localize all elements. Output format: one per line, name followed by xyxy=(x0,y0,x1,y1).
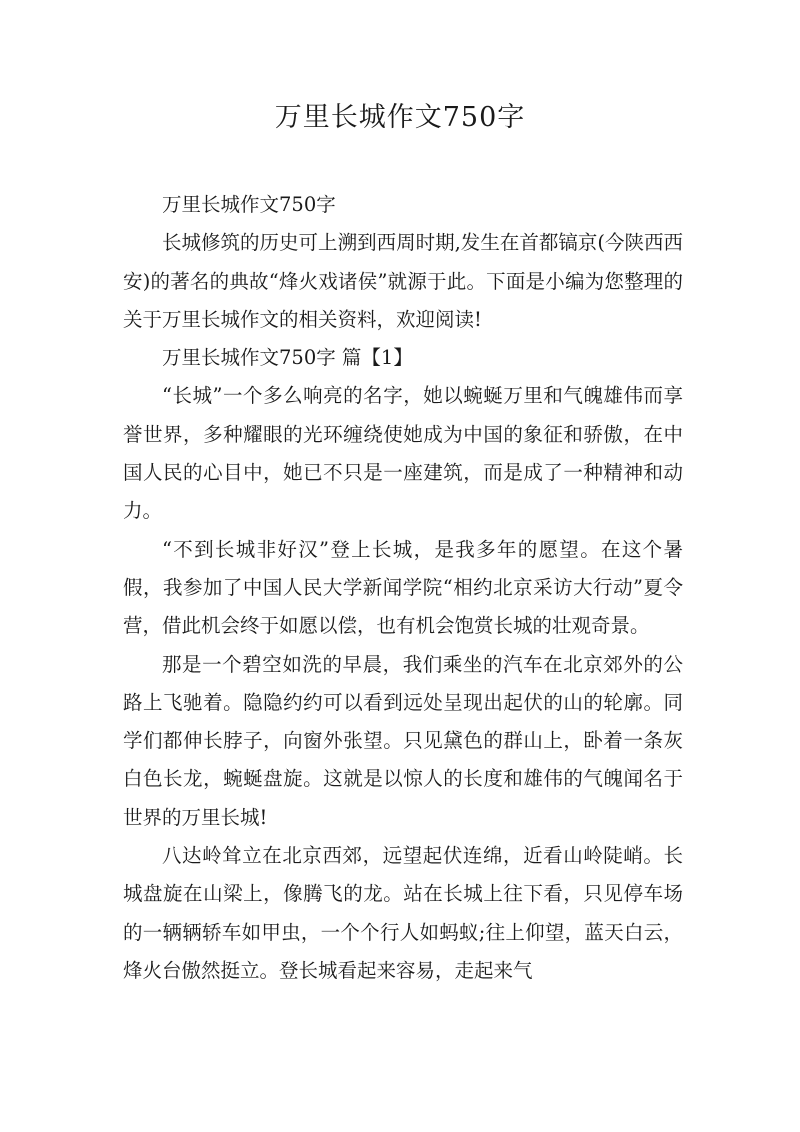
paragraph: “不到长城非好汉”登上长城，是我多年的愿望。在这个暑假，我参加了中国人民大学新闻学院“相约北京采访大行动”夏令营，借此机会终于如愿以偿，也有机会饱赏长城的壮观奇景。 xyxy=(123,537,683,638)
paragraph-intro: 长城修筑的历史可上溯到西周时期,发生在首都镐京(今陕西西安)的著名的典故“烽火戏诸侯”就源于此。下面是小编为您整理的关于万里长城作文的相关资料，欢迎阅读! xyxy=(123,231,683,331)
document-body xyxy=(123,186,683,990)
paragraph: “长城”一个多么响亮的名字，她以蜿蜒万里和气魄雄伟而享誉世界，多种耀眼的光环缠绕使她成为中国的象征和骄傲，在中国人民的心目中，她已不只是一座建筑，而是成了一种精神和动力。 xyxy=(123,384,683,523)
paragraph: 那是一个碧空如洗的早晨，我们乘坐的汽车在北京郊外的公路上飞驰着。隐隐约约可以看到远处呈现出起伏的山的轮廓。同学们都伸长脖子，向窗外张望。只见黛色的群山上，卧着一条灰白色长龙，蜿蜒盘旋。这就是以惊人的长度和雄伟的气魄闻名于世界的万里长城! xyxy=(123,652,683,829)
document-title: 万里长城作文750字 xyxy=(274,102,526,133)
paragraph: 八达岭耸立在北京西郊，远望起伏连绵，近看山岭陡峭。长城盘旋在山梁上，像腾飞的龙。站在长城上往下看，只见停车场的一辆辆轿车如甲虫，一个个行人如蚂蚁;往上仰望，蓝天白云，烽火台傲然挺立。登长城看起来容易，走起来气 xyxy=(123,844,683,982)
paragraph-section-heading: 万里长城作文750字 篇【1】 xyxy=(162,346,413,370)
paragraph-subtitle: 万里长城作文750字 xyxy=(162,193,336,216)
